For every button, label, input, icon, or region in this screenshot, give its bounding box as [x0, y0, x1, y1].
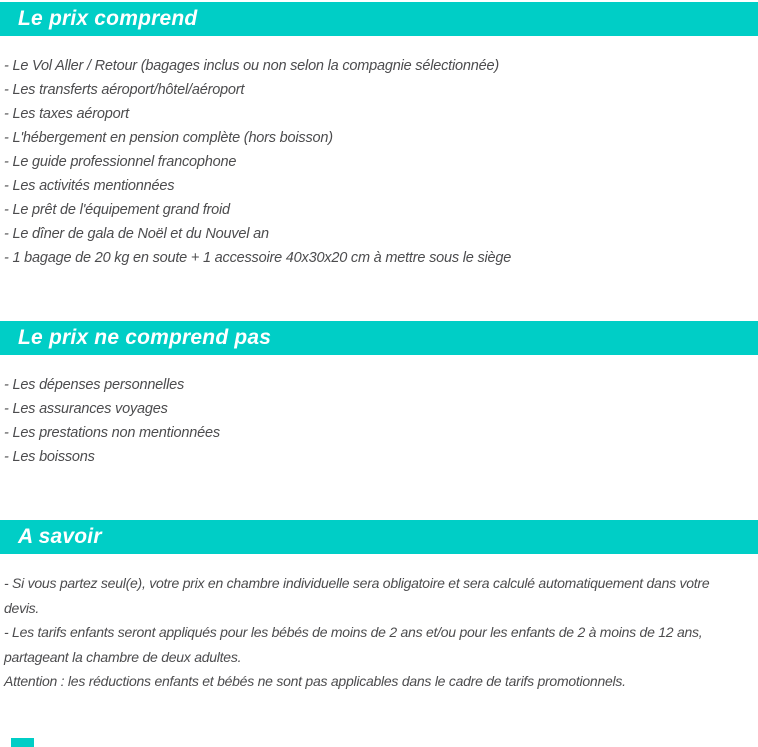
to-know-line: partageant la chambre de deux adultes. — [4, 648, 242, 665]
to-know-line: - Si vous partez seul(e), votre prix en chambre individuelle sera obligatoire et sera calculé automatiquement dans votre — [4, 575, 710, 591]
price-included-item: - Les activités mentionnées — [4, 178, 175, 194]
section-header-to-know — [0, 520, 758, 554]
next-section-band-partial — [11, 738, 34, 747]
to-know-line: - Les tarifs enfants seront appliqués pour les bébés de moins de 2 ans et/ou pour les enfants de 2 à moins de 12 ans, — [4, 624, 703, 640]
price-included-item: - Les transferts aéroport/hôtel/aéroport — [4, 82, 245, 98]
price-included-item: - L'hébergement en pension complète (hors boisson) — [4, 130, 333, 146]
price-included-item: - Le guide professionnel francophone — [4, 154, 237, 170]
to-know-line: devis. — [4, 599, 40, 616]
price-not-included-item: - Les prestations non mentionnées — [4, 425, 220, 441]
price-not-included-list — [4, 373, 754, 469]
price-not-included-item: - Les assurances voyages — [4, 401, 168, 417]
to-know-paragraph — [4, 571, 758, 694]
section-title-to-know: A savoir — [18, 525, 102, 548]
section-title-price-included: Le prix comprend — [18, 7, 198, 30]
price-included-item: - Le dîner de gala de Noël et du Nouvel an — [4, 226, 269, 242]
price-included-item: - Le Vol Aller / Retour (bagages inclus ou non selon la compagnie sélectionnée) — [4, 58, 499, 74]
price-included-item: - Le prêt de l'équipement grand froid — [4, 202, 230, 218]
price-included-list — [4, 54, 754, 270]
price-included-item: - Les taxes aéroport — [4, 106, 129, 122]
price-not-included-item: - Les dépenses personnelles — [4, 377, 184, 393]
price-included-item: - 1 bagage de 20 kg en soute + 1 accessoire 40x30x20 cm à mettre sous le siège — [4, 250, 512, 266]
section-header-price-included — [0, 2, 758, 36]
section-header-price-not-included — [0, 321, 758, 355]
to-know-line: Attention : les réductions enfants et bébés ne sont pas applicables dans le cadre de tarifs promotionnels. — [4, 673, 626, 689]
price-not-included-item: - Les boissons — [4, 449, 95, 465]
section-title-price-not-included: Le prix ne comprend pas — [18, 326, 272, 349]
